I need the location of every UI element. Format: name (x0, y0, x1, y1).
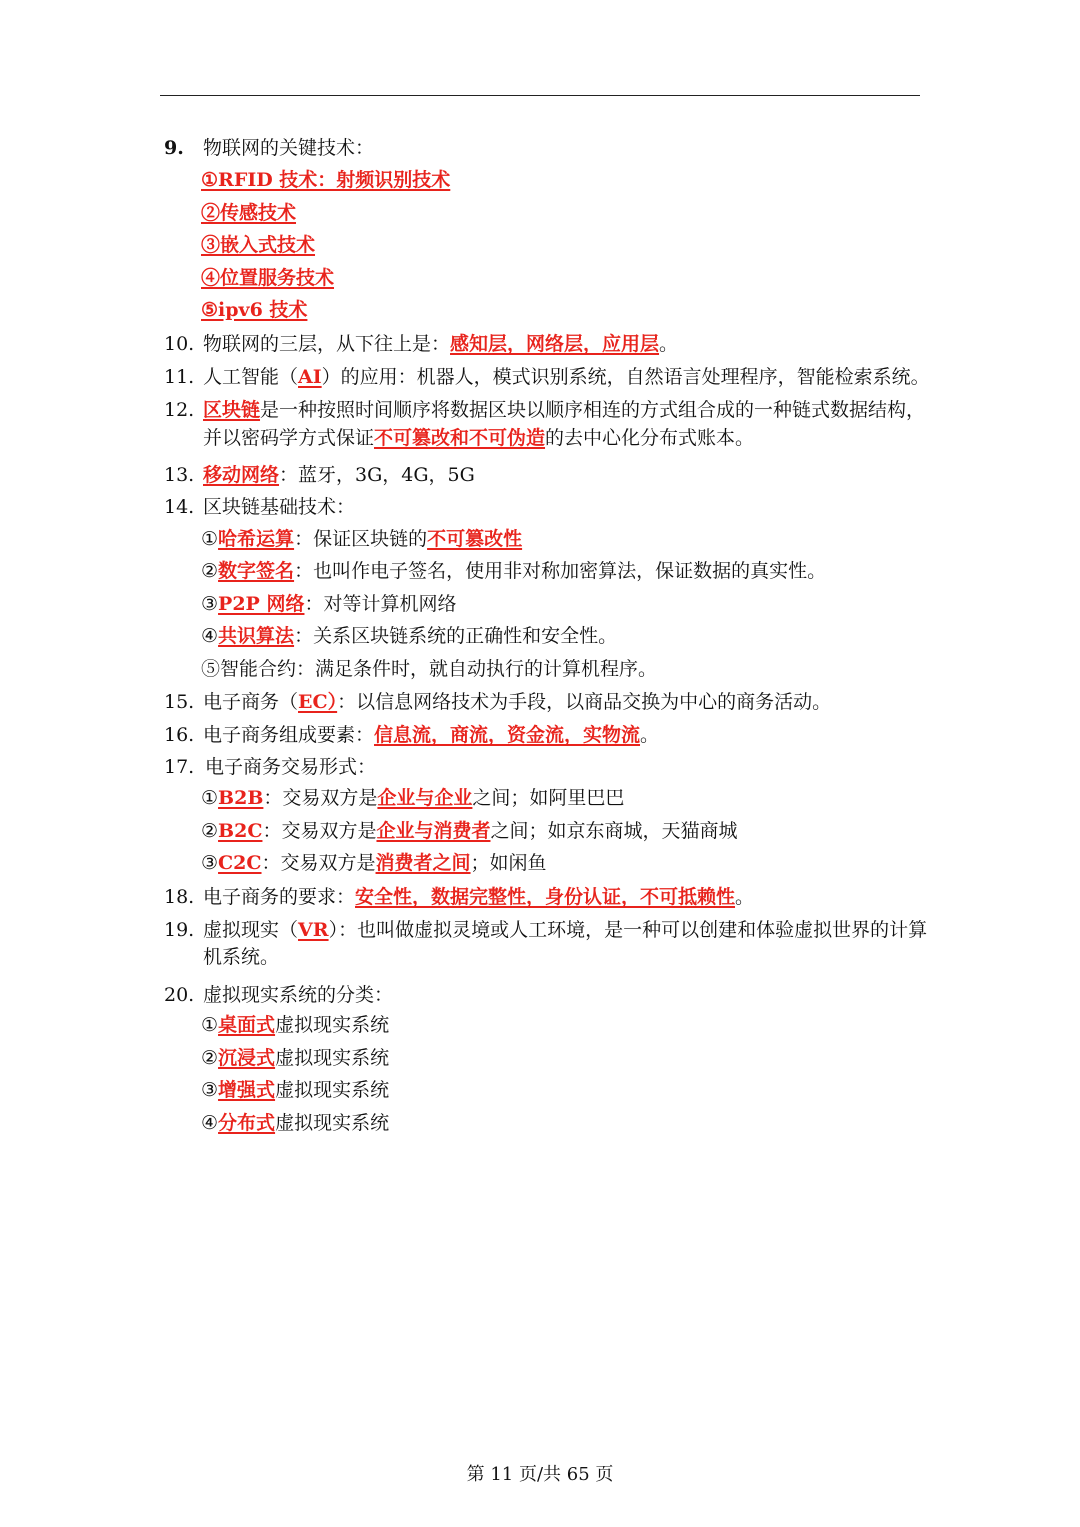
highlight-text: 不可篡改性 (427, 528, 523, 550)
text-run: ② (201, 820, 219, 842)
text-run: ：也叫作电子签名，使用非对称加密算法，保证数据的真实性。 (294, 560, 827, 582)
text-run: ）：也叫做虚拟灵境或人工环境，是一种可以创建和体验虚拟世界的计算 (328, 919, 928, 941)
item-text (201, 623, 617, 649)
item-text (203, 331, 678, 357)
highlight-text: VR (298, 919, 329, 941)
text-run: 之间；如京东商城，天猫商城 (490, 820, 738, 842)
item-text (201, 558, 826, 584)
item-text: 电子商务交易形式： (205, 756, 377, 778)
item-number: 11. (164, 366, 195, 388)
text-run: 物联网的三层，从下往上是： (203, 333, 451, 355)
highlight-text: 安全性，数据完整性，身份认证，不可抵赖性 (355, 886, 736, 908)
highlight-text: ⑤ipv6 技术 (201, 299, 308, 321)
item-number: 19. (164, 919, 195, 941)
item-number: 17. (164, 756, 195, 778)
item-text (203, 917, 927, 943)
item-number: 14. (164, 496, 195, 518)
text-run: ：交易双方是 (262, 820, 377, 842)
item-text (203, 722, 659, 748)
text-run: ④ (201, 625, 219, 647)
text-run: 电子商务的要求： (203, 886, 356, 908)
highlight-text: EC） (298, 691, 338, 713)
text-run: 电子商务（ (203, 691, 299, 713)
item-number: 15. (164, 691, 195, 713)
highlight-text: 消费者之间 (375, 852, 471, 874)
item-text (203, 884, 754, 910)
highlight-text: 桌面式 (218, 1014, 276, 1036)
highlight-text: ④位置服务技术 (201, 267, 335, 289)
item-text (203, 425, 754, 451)
text-run: 并以密码学方式保证 (203, 427, 375, 449)
item-number: 16. (164, 724, 195, 746)
highlight-text: 数字签名 (218, 560, 295, 582)
highlight-text: P2P 网络 (218, 593, 305, 615)
highlight-text: 感知层，网络层，应用层 (450, 333, 660, 355)
header-rule (160, 95, 920, 96)
page-footer: 第 11 页/共 65 页 (466, 1464, 614, 1485)
item-text (201, 1077, 389, 1103)
highlight-text: 企业与消费者 (376, 820, 491, 842)
text-run: 。 (735, 886, 755, 908)
item-text: 机系统。 (203, 946, 280, 968)
item-text (201, 818, 738, 844)
text-run: ：蓝牙，3G，4G，5G (279, 464, 475, 486)
text-run: 的去中心化分布式账本。 (545, 427, 755, 449)
text-run: 人工智能（ (203, 366, 299, 388)
item-text (203, 364, 930, 390)
text-run: ：交易双方是 (261, 852, 376, 874)
text-run: ：交易双方是 (263, 787, 378, 809)
highlight-text: ①RFID 技术：射频识别技术 (201, 169, 451, 191)
item-number: 12. (164, 399, 195, 421)
item-text (203, 462, 475, 488)
text-run: ④ (201, 1112, 219, 1134)
highlight-text: 移动网络 (203, 464, 280, 486)
text-run: ③ (201, 852, 219, 874)
text-run: 是一种按照时间顺序将数据区块以顺序相连的方式组合成的一种链式数据结构， (260, 399, 926, 421)
highlight-text: 哈希运算 (218, 528, 295, 550)
text-run: ① (201, 528, 219, 550)
text-run: 虚拟现实系统 (275, 1014, 390, 1036)
text-run: ① (201, 787, 219, 809)
text-run: ② (201, 1047, 219, 1069)
highlight-text: ③嵌入式技术 (201, 234, 316, 256)
highlight-text: 区块链 (203, 399, 261, 421)
text-run: 虚拟现实系统 (275, 1079, 390, 1101)
highlight-text: ②传感技术 (201, 202, 297, 224)
text-run: ② (201, 560, 219, 582)
text-run: 。 (640, 724, 660, 746)
text-run: 虚拟现实系统 (275, 1112, 390, 1134)
item-text (201, 785, 624, 811)
highlight-text: B2C (218, 820, 263, 842)
item-number: 13. (164, 464, 195, 486)
item-text (201, 526, 522, 552)
highlight-text: 增强式 (218, 1079, 276, 1101)
highlight-text: 分布式 (218, 1112, 276, 1134)
item-text: 区块链基础技术： (203, 496, 356, 518)
text-run: ① (201, 1014, 219, 1036)
highlight-text: 沉浸式 (218, 1047, 276, 1069)
item-text: ⑤智能合约：满足条件时，就自动执行的计算机程序。 (201, 658, 658, 680)
item-number: 9. (164, 137, 184, 159)
highlight-text: 共识算法 (218, 625, 295, 647)
item-text (201, 591, 456, 617)
item-text: 虚拟现实系统的分类： (203, 984, 394, 1006)
item-number: 18. (164, 886, 195, 908)
item-text: 物联网的关键技术： (203, 137, 375, 159)
item-number: 10. (164, 333, 195, 355)
text-run: ）的应用：机器人，模式识别系统，自然语言处理程序，智能检索系统。 (321, 366, 930, 388)
text-run: ③ (201, 1079, 219, 1101)
highlight-text: C2C (218, 852, 262, 874)
item-text (201, 1110, 389, 1136)
text-run: 。 (659, 333, 679, 355)
item-text (203, 397, 925, 423)
text-run: 虚拟现实系统 (275, 1047, 390, 1069)
highlight-text: 信息流，商流，资金流，实物流 (374, 724, 641, 746)
item-text (201, 1012, 389, 1038)
text-run: ：对等计算机网络 (304, 593, 457, 615)
item-text (203, 689, 831, 715)
text-run: 电子商务组成要素： (203, 724, 375, 746)
item-number: 20. (164, 984, 195, 1006)
text-run: ③ (201, 593, 219, 615)
text-run: ：保证区块链的 (294, 528, 428, 550)
highlight-text: 企业与企业 (377, 787, 473, 809)
item-text (201, 850, 547, 876)
text-run: ：关系区块链系统的正确性和安全性。 (294, 625, 618, 647)
highlight-text: AI (298, 366, 322, 388)
item-text (201, 1045, 389, 1071)
text-run: ；如闲鱼 (470, 852, 547, 874)
text-run: ：以信息网络技术为手段，以商品交换为中心的商务活动。 (337, 691, 832, 713)
text-run: 之间；如阿里巴巴 (472, 787, 625, 809)
text-run: 虚拟现实（ (203, 919, 299, 941)
highlight-text: B2B (218, 787, 264, 809)
highlight-text: 不可篡改和不可伪造 (374, 427, 546, 449)
